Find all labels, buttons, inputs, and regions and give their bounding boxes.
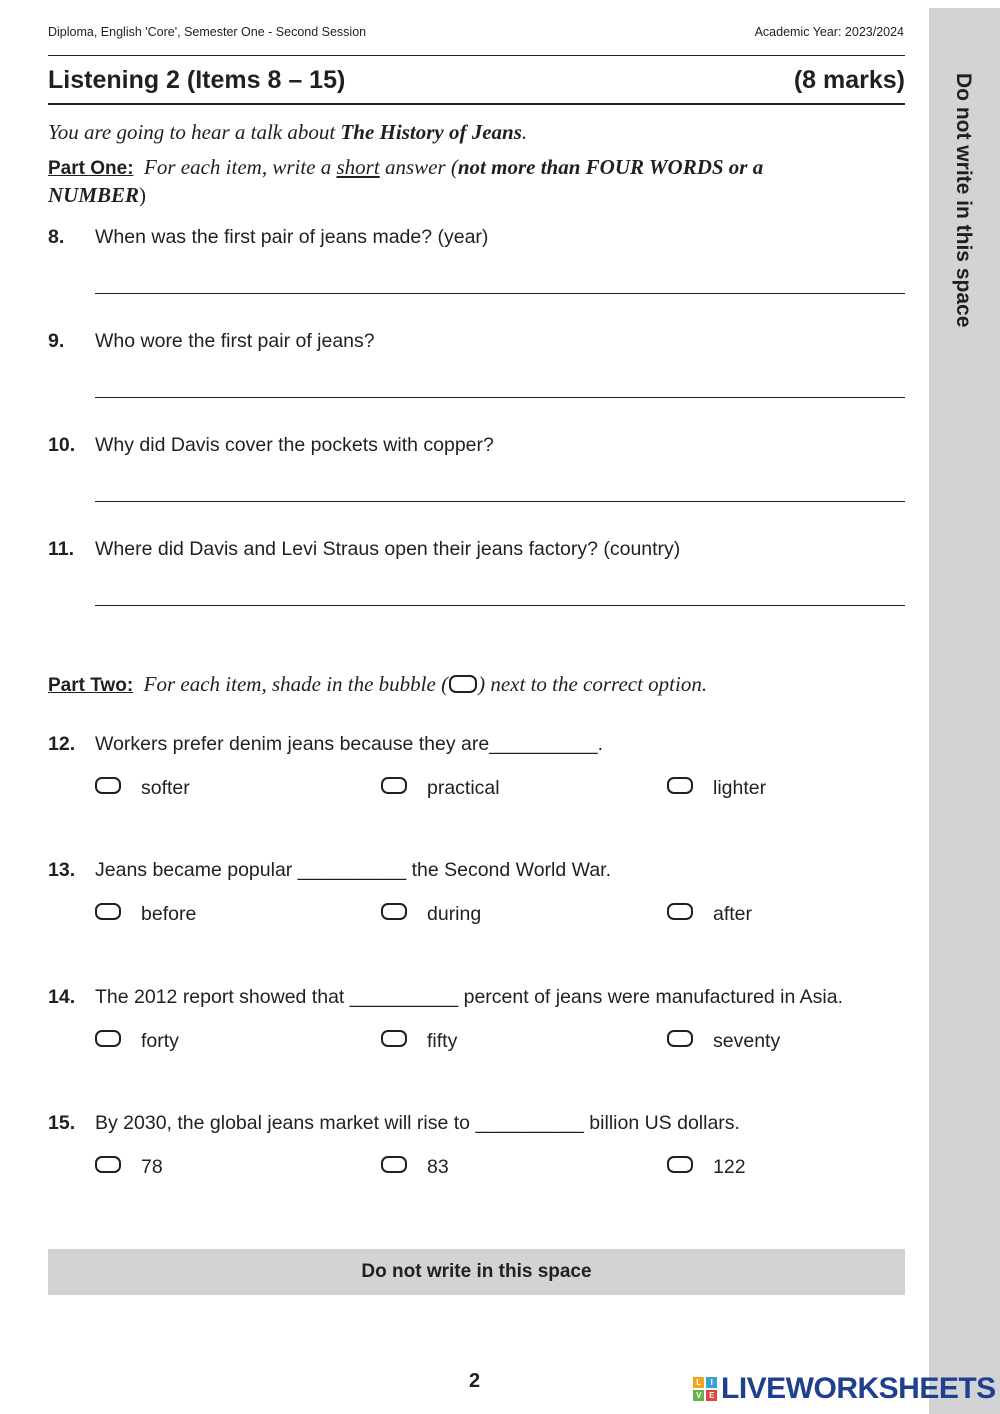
academic-year: Academic Year: 2023/2024 (754, 25, 904, 39)
bubble-icon[interactable] (667, 1030, 693, 1047)
liveworksheets-logo: L I V E LIVEWORKSHEETS (693, 1372, 996, 1406)
answer-line-8[interactable] (95, 293, 905, 294)
section-marks: (8 marks) (793, 66, 905, 94)
bubble-icon[interactable] (667, 1156, 693, 1173)
option-13-a[interactable]: before (95, 903, 196, 926)
intro-text: You are going to hear a talk about The History of Jeans. (48, 120, 528, 144)
question-13: 13. Jeans became popular __________ the Second World War. (48, 859, 612, 881)
logo-icon: L I V E (693, 1377, 717, 1401)
question-12: 12. Workers prefer denim jeans because they are__________. (48, 733, 604, 755)
option-15-b[interactable]: 83 (381, 1156, 449, 1179)
answer-line-10[interactable] (95, 501, 905, 502)
sidebar-note: Do not write in this space (952, 73, 975, 328)
bubble-icon[interactable] (95, 903, 121, 920)
question-9: 9. Who wore the first pair of jeans? (48, 330, 375, 352)
part-one-instructions: Part One: For each item, write a short answer (not more than FOUR WORDS or a NUMBER) (48, 155, 764, 207)
bubble-icon[interactable] (667, 903, 693, 920)
page-number: 2 (469, 1370, 481, 1392)
title-rule (48, 103, 905, 105)
option-12-a[interactable]: softer (95, 777, 190, 800)
part-two-label: Part Two: (48, 675, 134, 696)
part-one-label: Part One: (48, 158, 134, 179)
bubble-icon[interactable] (381, 1156, 407, 1173)
bubble-icon[interactable] (95, 777, 121, 794)
option-14-b[interactable]: fifty (381, 1030, 457, 1053)
bubble-icon[interactable] (381, 777, 407, 794)
option-12-b[interactable]: practical (381, 777, 500, 800)
question-10: 10. Why did Davis cover the pockets with copper? (48, 434, 494, 456)
header-rule (48, 55, 905, 56)
question-8: 8. When was the first pair of jeans made? (year) (48, 226, 489, 248)
option-13-b[interactable]: during (381, 903, 481, 926)
option-15-c[interactable]: 122 (667, 1156, 746, 1179)
question-14: 14. The 2012 report showed that __________ percent of jeans were manufactured in Asia. (48, 986, 843, 1008)
intro-topic: The History of Jeans (340, 120, 522, 144)
option-13-c[interactable]: after (667, 903, 752, 926)
course-info: Diploma, English 'Core', Semester One - Second Session (48, 25, 367, 39)
option-14-a[interactable]: forty (95, 1030, 179, 1053)
bubble-icon[interactable] (381, 1030, 407, 1047)
bubble-icon[interactable] (95, 1030, 121, 1047)
bubble-icon (449, 675, 477, 693)
answer-line-11[interactable] (95, 605, 905, 606)
question-11: 11. Where did Davis and Levi Straus open their jeans factory? (country) (48, 538, 681, 560)
bubble-icon[interactable] (381, 903, 407, 920)
bubble-icon[interactable] (667, 777, 693, 794)
answer-line-9[interactable] (95, 397, 905, 398)
do-not-write-bar: Do not write in this space (48, 1249, 905, 1295)
question-15: 15. By 2030, the global jeans market will rise to __________ billion US dollars. (48, 1112, 740, 1134)
part-two-instructions: Part Two: For each item, shade in the bubble ( ) next to the correct option. (48, 672, 708, 696)
option-15-a[interactable]: 78 (95, 1156, 163, 1179)
section-title: Listening 2 (Items 8 – 15) (48, 66, 346, 94)
bubble-icon[interactable] (95, 1156, 121, 1173)
option-12-c[interactable]: lighter (667, 777, 766, 800)
option-14-c[interactable]: seventy (667, 1030, 780, 1053)
